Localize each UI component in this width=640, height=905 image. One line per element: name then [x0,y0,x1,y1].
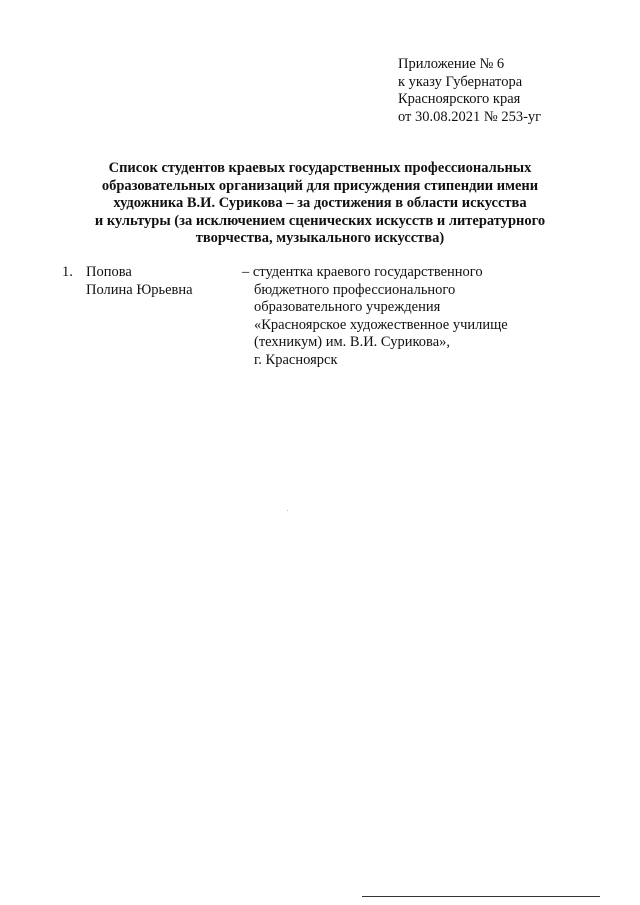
annex-line: Красноярского края [398,91,521,108]
student-name [86,264,193,299]
title-line: образовательных организаций для присуждения стипендии имени [101,177,539,194]
annex-line: от 30.08.2021 № 253-уг [398,108,542,125]
description-line: «Красноярское художественное училище [254,316,508,333]
title-line: творчества, музыкального искусства) [195,230,445,247]
description-line: – студентка краевого государственного [242,264,483,280]
description-line: бюджетного профессионального [254,281,456,298]
document-title [60,160,580,248]
title-line: художника В.И. Сурикова – за достижения в области искусства [113,195,527,212]
student-surname: Попова [86,264,132,280]
description-line: образовательного учреждения [254,299,441,316]
annex-header [398,56,541,126]
title-line: Список студентов краевых государственных профессиональных [108,160,532,176]
scan-speck [287,510,288,511]
title-line: и культуры (за исключением сценических искусств и литературного [94,212,546,229]
student-given-names: Полина Юрьевна [86,281,193,298]
item-number: 1. [62,264,73,280]
description-line: (техникум) им. В.И. Сурикова», [254,334,451,351]
student-description [242,264,508,370]
bottom-rule [362,896,600,897]
description-line: г. Красноярск [254,351,338,368]
annex-line: Приложение № 6 [398,56,505,72]
annex-line: к указу Губернатора [398,73,523,90]
